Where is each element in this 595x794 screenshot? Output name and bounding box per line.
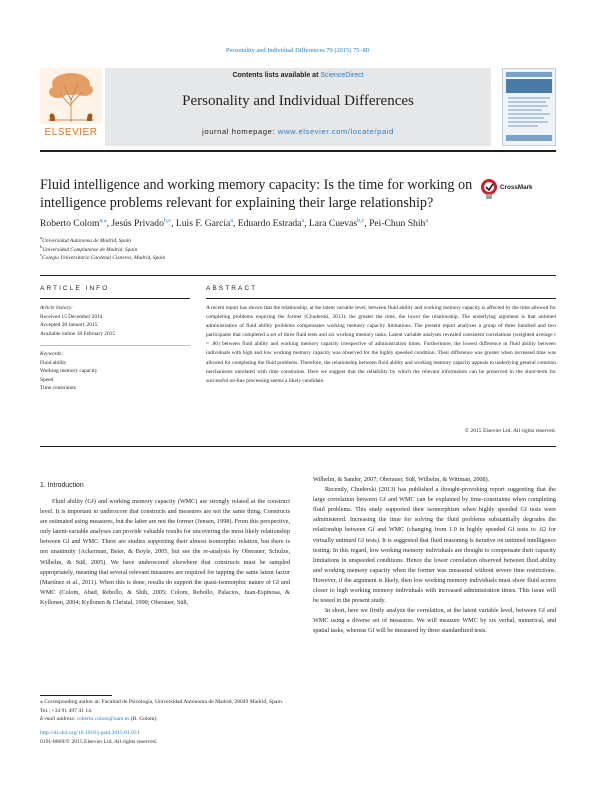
- contents-prefix: Contents lists available at: [232, 72, 321, 79]
- keyword: Speed: [40, 376, 54, 383]
- doi-link[interactable]: http://dx.doi.org/10.1016/j.paid.2015.01.051: [40, 730, 140, 736]
- body-paragraph: Recently, Chuderski (2013) has published a thought-provoking report suggesting that the large correlation between Gf and WMC can be explained by time-constraints when completing fluid problems. This study supported their isomorphism when highly speeded Gf tests were administered. Increasing the time for solving the fluid problems substantially degrades the relationship between Gf and WMC (changing from 1.0 in highly speeded Gf tests to .62 for virtually untimed Gf tests). It is suggested that fluid reasoning is iterative on untimed intelligence testing. In this regard, low working memory individuals are thought to compensate their capacity limitations in unspeeded conditions. Hence the lower correlation observed between fluid ability and working memory capacity when the former was measured without severe time restrictions. However, if the argument is likely, then low working memory individuals must show fluid scores closer to high working memory individuals with increased administration times. This issue will be tested in the present study.: [313, 486, 556, 605]
- keyword: Working memory capacity: [40, 368, 98, 375]
- article-info-rule: [40, 298, 190, 299]
- history-item: Available online 18 February 2015: [40, 330, 116, 337]
- homepage-link[interactable]: www.elsevier.com/locate/paid: [277, 127, 394, 136]
- article-history: [40, 304, 190, 338]
- body-paragraph: Fluid ability (Gf) and working memory capacity (WMC) are strongly related at the construct level. It is important to underscore that constructs and measures are not the same thing. Constructs are estimated using measures, but the latter are not the former (Jensen, 1998). From this perspective, only latent-variable analyses can provide valuable results for uncovering the most likely relationship between Gf and WMC. There are studies supporting their almost isomorphic relation, but there is not unanimity (Ackerman, Beier, & Boyle, 2005, but see the re-analysis by Oberauer, Schulze, Wilhelm, & Süß, 2005). We have underscored elsewhere that constructs must be sampled appropriately, meaning that several relevant measures are required for tapping the same latent factor (Martínez et al., 2011). When this is done, results do support the quasi-isomorphic nature of Gf and WMC (Colom, Abad, Rebollo, & Shih, 2005; Colom, Rebollo, Palacios, Juan-Espinosa, & Kyllonen, 2004; Kyllonen & Christal, 1990; Oberauer, Süß,: [40, 498, 290, 606]
- elsevier-wordmark: ELSEVIER: [44, 127, 98, 138]
- affiliation: $^b$Universidad Complutense de Madrid, Spain: [40, 243, 138, 253]
- keyword: Fluid ability: [40, 359, 67, 366]
- abstract-rule: [206, 298, 556, 299]
- corresponding-text: ⁎ Corresponding author at: Facultad de Psicología, Universidad Autónoma de Madrid, 28049 Madrid, Spain. Tel.: +34 91 497 41 14.: [40, 699, 284, 714]
- corresponding-author-footnote: [40, 698, 290, 724]
- abstract-bottom-rule: [40, 446, 556, 447]
- email-line: [40, 715, 290, 724]
- email-link[interactable]: roberto.colom@uam.es: [77, 716, 130, 723]
- article-info-heading: ARTICLE INFO: [40, 285, 110, 292]
- article-title: Fluid intelligence and working memory capacity: Is the time for working on intelligence problems relevant for explaining their large relationship?: [40, 177, 473, 211]
- journal-title: Personality and Individual Differences: [182, 93, 414, 109]
- history-label: Article history:: [40, 305, 73, 311]
- abstract-copyright: © 2015 Elsevier Ltd. All rights reserved.: [464, 428, 556, 434]
- author[interactable]: Pei-Chun Shih$^a$: [369, 217, 428, 229]
- affiliation: $^a$Universidad Autónoma de Madrid, Spain: [40, 235, 131, 244]
- history-item: Received 15 December 2014: [40, 313, 103, 320]
- author[interactable]: Jesús Privado$^{b,c}$: [111, 217, 172, 229]
- body-paragraph: In short, here we firstly analyze the correlation, at the latent variable level, between Gf and WMC using a diverse set of measures. We will measure WMC by six verbal, numerical, and spatial tasks, whereas Gf will be measured by three standardized tests.: [313, 607, 556, 635]
- affiliation: $^c$Colegio Universitario Cardenal Cisneros, Madrid, Spain: [40, 252, 166, 262]
- journal-homepage: [105, 127, 491, 136]
- keywords: [40, 350, 190, 393]
- author-list: Roberto Colom$^{a,⁎}$, Jesús Privado$^{b,c}$, Luis F. García$^a$, Eduardo Estrada$^a$, Lara Cuevas$^{b,c}$, Pei-Chun Shih$^a$: [40, 217, 428, 229]
- homepage-prefix: journal homepage:: [202, 127, 278, 136]
- issn-copyright: 0191-8869/© 2015 Elsevier Ltd. All rights reserved.: [40, 739, 158, 745]
- author[interactable]: Luis F. García$^a$: [175, 217, 233, 229]
- journal-reference[interactable]: Personality and Individual Differences 79 (2015) 75–80: [226, 47, 369, 54]
- body-column-right: [313, 475, 556, 637]
- email-label: E-mail address:: [40, 716, 76, 723]
- author[interactable]: Lara Cuevas$^{b,c}$: [308, 217, 365, 229]
- header-rule: [40, 150, 556, 152]
- sciencedirect-link[interactable]: ScienceDirect: [320, 72, 364, 79]
- history-rule: [40, 345, 190, 346]
- abstract-text: A recent report has shown that the relationship, at the latent variable level, between fluid ability and working memory capacity is affected by the time allowed for completing problems requiring the former (Chuderski, 2013): the greater the time, the lower the relationship. The underlying argument is that untimed administration of fluid ability problems compensates working memory capacity limitations. The present report analyzes a group of three hundred and two participants that completed a set of three fluid tests and six working memory tasks. Latent variable analyses revealed consistent correlations (weighted average r = .86) between fluid ability and working memory capacity irrespective of administration times. Furthermore, the lowest difference in fluid ability between individuals with high and low working memory capacity was observed for the highly speeded condition. Their difference was greater when increased time was allowed for completing the fluid problems. Therefore, the relationship between fluid ability and working memory capacity appeals to underlying general common mechanisms unrelated with time constraints. Here we suggest that the reliability by which the relevant information can be preserved in the short-term for successful on-line processing seems a likely candidate.: [206, 305, 556, 384]
- contents-line: [105, 72, 491, 79]
- crossmark-icon: [480, 178, 498, 200]
- footnote-rule: [40, 695, 112, 696]
- keyword: Time constraints: [40, 385, 76, 392]
- affiliation-rule: [40, 275, 556, 276]
- author[interactable]: Eduardo Estrada$^a$: [237, 217, 305, 229]
- section-title: 1. Introduction: [40, 482, 84, 489]
- journal-cover-thumbnail: [502, 68, 556, 146]
- author[interactable]: Roberto Colom$^{a,⁎}$: [40, 217, 107, 229]
- history-item: Accepted 28 January 2015: [40, 322, 98, 329]
- crossmark-label: CrossMark: [500, 184, 533, 191]
- affiliations: [40, 237, 340, 263]
- abstract-heading: ABSTRACT: [206, 285, 258, 292]
- body-continuation: Wilhelm, & Sander, 2007; Oberauer, Süß, Wilhelm, & Wittman, 2008).: [313, 476, 490, 483]
- crossmark-badge[interactable]: [480, 178, 550, 202]
- body-column-left: [40, 497, 290, 608]
- keywords-label: Keywords:: [40, 351, 64, 357]
- email-suffix: (R. Colom).: [129, 716, 158, 723]
